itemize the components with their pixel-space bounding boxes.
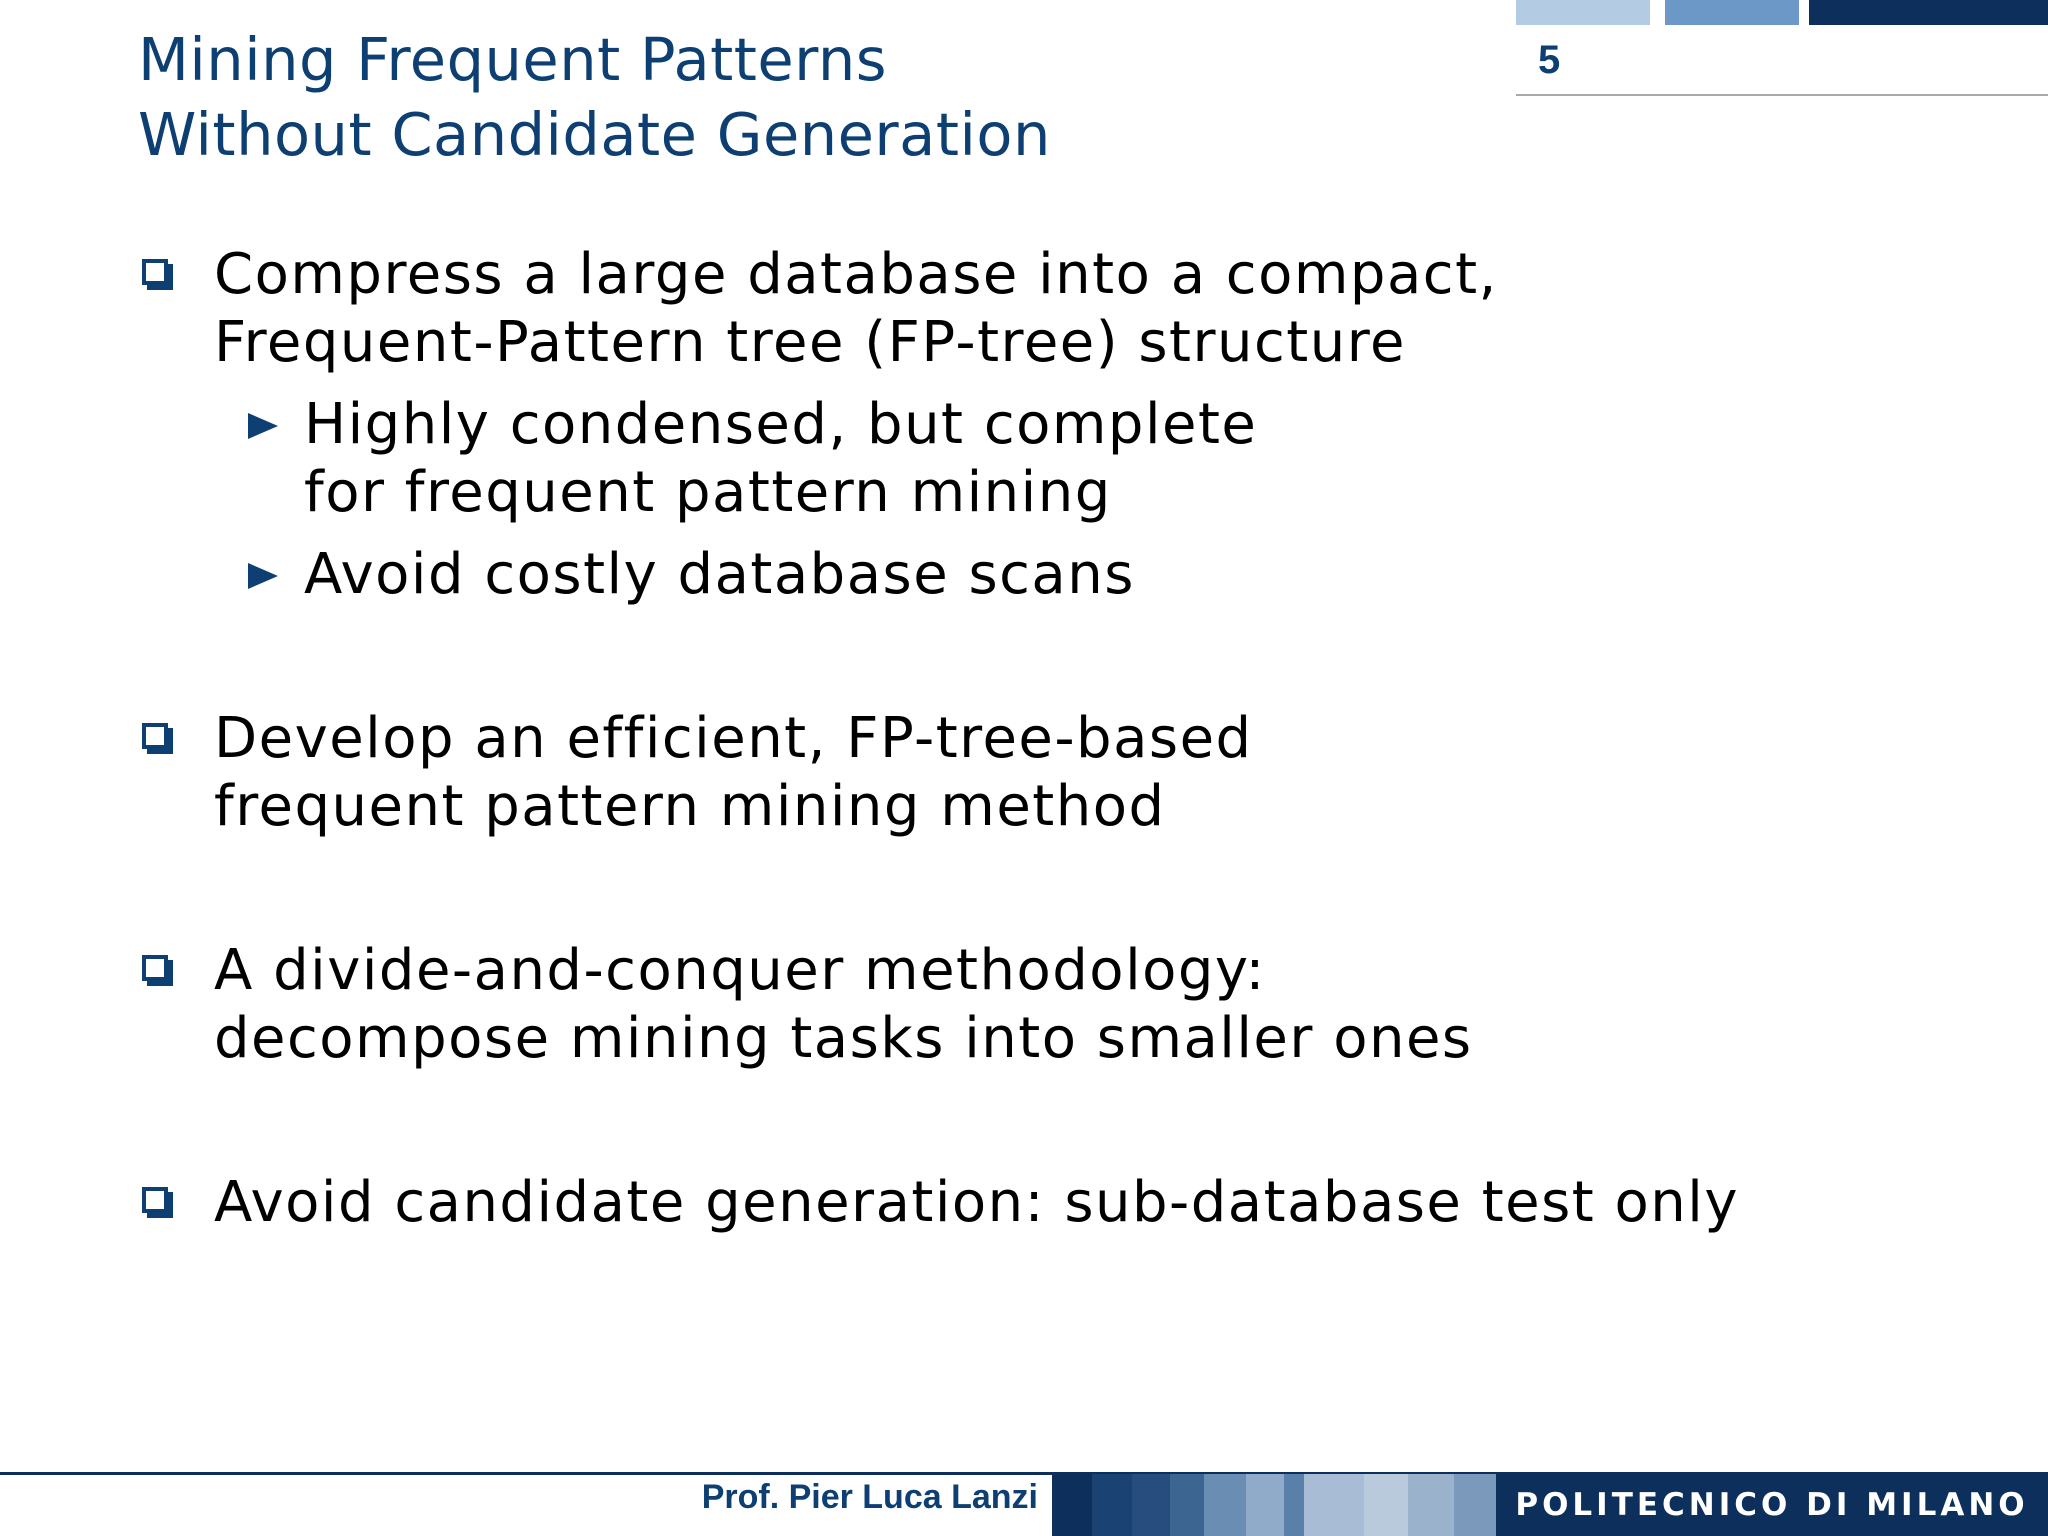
bullet-text	[214, 1169, 1739, 1237]
footer-band-segment	[1052, 1474, 1092, 1536]
hollow-square-bullet-icon	[142, 955, 168, 981]
footer-band-segment	[1204, 1474, 1246, 1536]
sub-bullet-line: Highly condensed, but complete	[304, 392, 1258, 457]
bullet-line: decompose mining tasks into smaller ones	[214, 1006, 1473, 1071]
slide-title-line-1: Mining Frequent Patterns	[138, 25, 888, 94]
header-bar-dark	[1809, 0, 2048, 25]
slide-title	[138, 22, 1051, 172]
header-decoration-bars	[1516, 0, 2048, 25]
header-bar-light	[1516, 0, 1650, 25]
triangle-arrow-bullet-icon	[248, 563, 278, 589]
bullet-line: Compress a large database into a compact,	[214, 242, 1498, 307]
bullet-text	[214, 937, 1473, 1073]
bullet-line: Frequent-Pattern tree (FP-tree) structure	[214, 310, 1406, 375]
footer-band-segment	[1364, 1474, 1408, 1536]
sub-bullet-line: Avoid costly database scans	[304, 542, 1135, 607]
slide-number: 5	[1538, 38, 1561, 82]
hollow-square-bullet-icon	[142, 259, 168, 285]
institution-logo-text: POLITECNICO DI MILANO	[1496, 1474, 2048, 1536]
footer-band-segment	[1454, 1474, 1496, 1536]
bullet-line: Develop an efficient, FP-tree-based	[214, 706, 1253, 771]
footer-band-segment	[1246, 1474, 1284, 1536]
sub-bullet-text	[304, 541, 1135, 609]
footer-band-segment	[1170, 1474, 1204, 1536]
bullet-line: A divide-and-conquer methodology:	[214, 938, 1266, 1003]
hollow-square-bullet-icon	[142, 1187, 168, 1213]
sub-bullet-line: for frequent pattern mining	[304, 460, 1112, 525]
header-bar-medium	[1665, 0, 1799, 25]
footer-author: Prof. Pier Luca Lanzi	[701, 1478, 1038, 1516]
bullet-text	[214, 241, 1498, 377]
slide-number-divider	[1516, 94, 2048, 96]
bullet-line: frequent pattern mining method	[214, 774, 1166, 839]
triangle-arrow-bullet-icon	[248, 413, 278, 439]
bullet-text	[214, 705, 1253, 841]
footer-band-segment	[1304, 1474, 1364, 1536]
footer-band-segment	[1408, 1474, 1454, 1536]
hollow-square-bullet-icon	[142, 723, 168, 749]
bullet-line: Avoid candidate generation: sub-database test only	[214, 1170, 1739, 1235]
footer-band-segment	[1132, 1474, 1170, 1536]
footer-band-segment	[1092, 1474, 1132, 1536]
footer-band-segment	[1284, 1474, 1304, 1536]
slide-title-line-2: Without Candidate Generation	[138, 100, 1051, 169]
sub-bullet-text	[304, 391, 1257, 527]
